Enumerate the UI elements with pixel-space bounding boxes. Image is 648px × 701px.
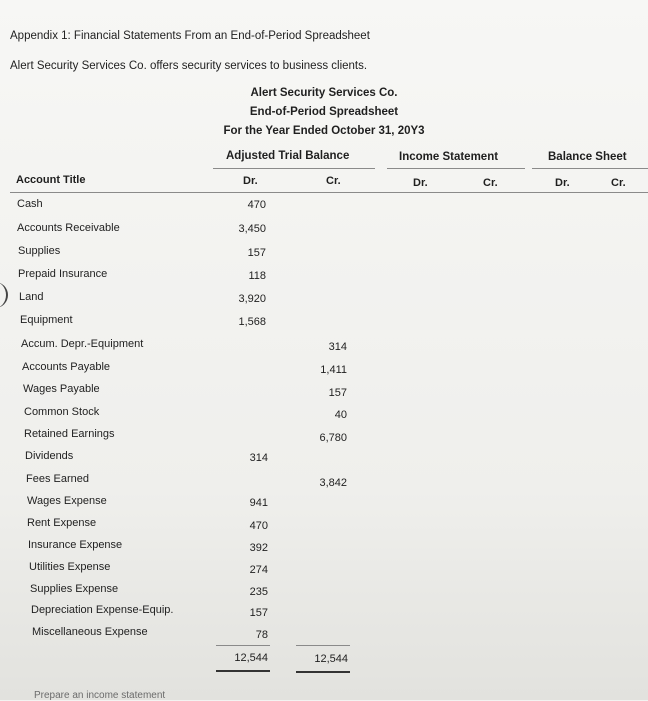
bs-dr-header: Dr. xyxy=(555,177,570,189)
report-name: End-of-Period Spreadsheet xyxy=(249,106,399,118)
income-statement-header: Income Statement xyxy=(399,151,499,163)
account-title: Accounts Payable xyxy=(22,361,111,373)
account-title: Common Stock xyxy=(24,406,100,418)
atb-cr-header: Cr. xyxy=(326,175,341,187)
atb-cr-amount: 3,842 xyxy=(319,477,347,489)
atb-dr-amount: 941 xyxy=(249,497,268,509)
account-title: Utilities Expense xyxy=(29,561,111,573)
account-title: Wages Expense xyxy=(27,495,107,507)
atb-cr-amount: 157 xyxy=(328,387,347,399)
is-header-underline xyxy=(387,168,525,169)
account-title: Wages Payable xyxy=(23,383,100,395)
atb-dr-amount: 235 xyxy=(249,586,268,598)
account-title: Fees Earned xyxy=(26,473,89,485)
account-title: Retained Earnings xyxy=(24,428,115,440)
account-title: Land xyxy=(19,291,44,303)
cr-total-double-rule xyxy=(296,671,350,673)
account-title: Rent Expense xyxy=(27,517,97,529)
account-title: Prepaid Insurance xyxy=(18,268,108,280)
account-title: Miscellaneous Expense xyxy=(32,626,148,638)
cr-total-rule-top xyxy=(296,645,350,646)
atb-header-underline xyxy=(213,168,375,169)
adjusted-trial-balance-header: Adjusted Trial Balance xyxy=(226,150,350,162)
atb-dr-amount: 392 xyxy=(249,542,268,554)
appendix-title: Appendix 1: Financial Statements From an End-of-Period Spreadsheet xyxy=(10,30,370,42)
atb-dr-amount: 274 xyxy=(249,564,268,576)
column-header-divider xyxy=(10,192,648,193)
account-title: Supplies Expense xyxy=(30,583,119,595)
atb-dr-header: Dr. xyxy=(243,175,258,187)
account-title: Insurance Expense xyxy=(28,539,123,551)
atb-dr-amount: 118 xyxy=(248,270,266,282)
atb-dr-amount: 1,568 xyxy=(238,316,266,328)
atb-cr-amount: 314 xyxy=(328,341,347,353)
atb-cr-amount: 6,780 xyxy=(319,432,347,444)
account-title-header: Account Title xyxy=(16,174,86,186)
dr-total-double-rule xyxy=(216,670,270,672)
account-title: Equipment xyxy=(20,314,73,326)
bs-header-underline xyxy=(532,168,648,169)
atb-dr-amount: 314 xyxy=(249,452,268,464)
account-title: Depreciation Expense-Equip. xyxy=(31,604,174,616)
atb-dr-amount: 3,450 xyxy=(238,223,266,235)
atb-dr-amount: 157 xyxy=(249,607,268,619)
bs-cr-header: Cr. xyxy=(611,177,626,189)
atb-dr-amount: 470 xyxy=(247,199,266,211)
report-period: For the Year Ended October 31, 20Y3 xyxy=(223,125,425,137)
atb-cr-amount: 1,411 xyxy=(320,364,347,376)
atb-dr-amount: 3,920 xyxy=(238,293,266,305)
page-curl-mark xyxy=(0,282,8,308)
atb-cr-amount: 40 xyxy=(334,409,347,421)
account-title: Dividends xyxy=(25,450,74,462)
atb-dr-amount: 78 xyxy=(255,629,268,641)
atb-cr-total: 12,544 xyxy=(314,653,348,665)
account-title: Accum. Depr.-Equipment xyxy=(21,338,144,350)
account-title: Cash xyxy=(17,198,43,210)
atb-dr-amount: 470 xyxy=(249,520,268,532)
atb-dr-amount: 157 xyxy=(247,247,266,259)
is-dr-header: Dr. xyxy=(413,177,428,189)
intro-text: Alert Security Services Co. offers security services to business clients. xyxy=(10,60,368,72)
dr-total-rule-top xyxy=(216,645,270,646)
balance-sheet-header: Balance Sheet xyxy=(548,151,627,163)
account-title: Supplies xyxy=(18,245,61,257)
company-name: Alert Security Services Co. xyxy=(250,87,398,99)
footer-instruction: Prepare an income statement xyxy=(34,690,166,701)
account-title: Accounts Receivable xyxy=(17,222,120,234)
is-cr-header: Cr. xyxy=(483,177,498,189)
atb-dr-total: 12,544 xyxy=(234,652,268,664)
